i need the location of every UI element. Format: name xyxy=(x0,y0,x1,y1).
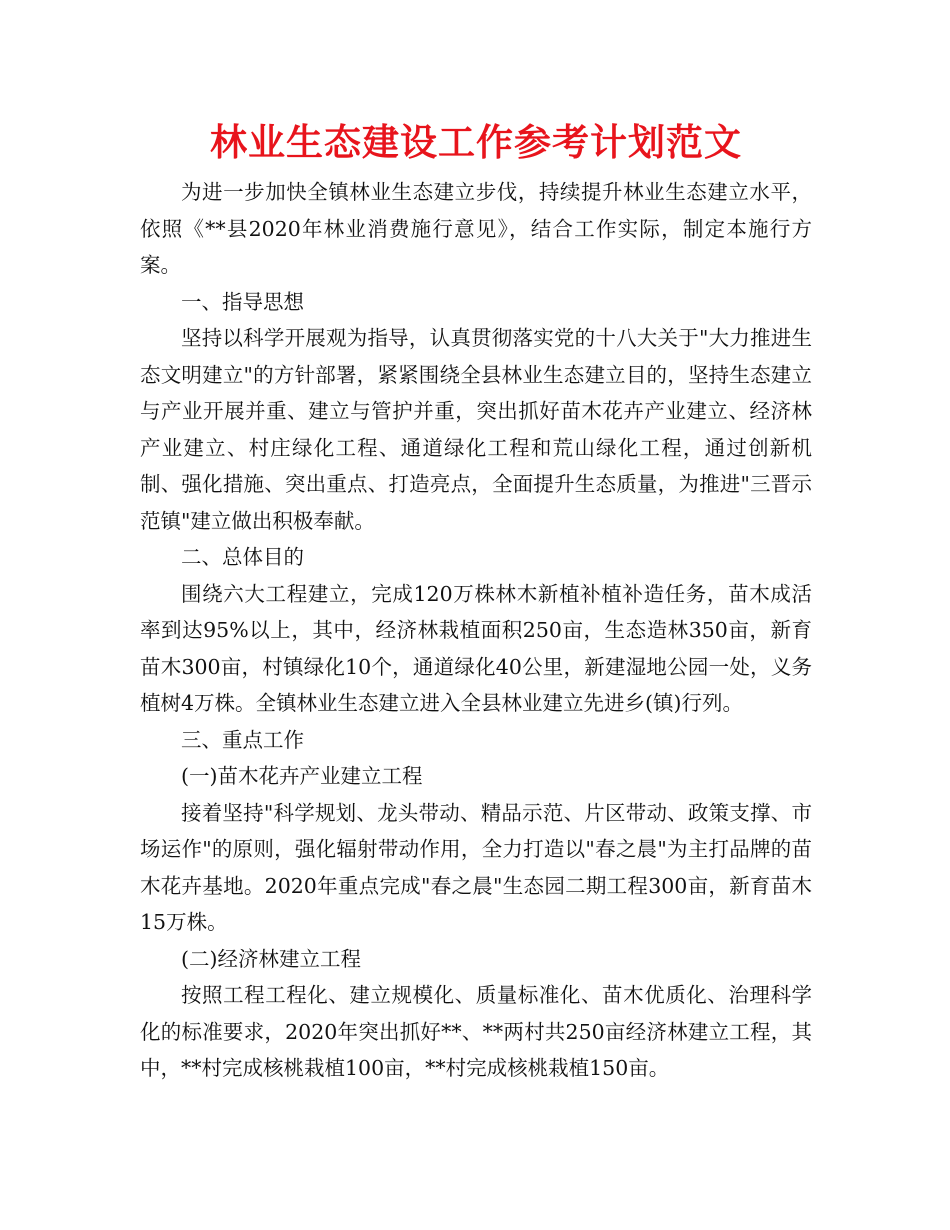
subsection-heading-nursery: (一)苗木花卉产业建立工程 xyxy=(181,764,423,788)
section-heading-key-work: 三、重点工作 xyxy=(181,727,304,752)
document-page xyxy=(140,118,812,1087)
guiding-thought-paragraph: 坚持以科学开展观为指导，认真贯彻落实党的十八大关于"大力推进生态文明建立"的方针部署，紧紧围绕全县林业生态建立目的，坚持生态建立与产业开展并重、建立与管护并重，突出抓好苗木花卉产业建立、经济林产业建立、村庄绿化工程、通道绿化工程和荒山绿化工程，通过创新机制、强化措施、突出重点、打造亮点，全面提升生态质量，为推进"三晋示范镇"建立做出积极奉献。 xyxy=(140,326,812,533)
document-title: 林业生态建设工作参考计划范文 xyxy=(210,121,742,164)
section-heading-overall-goal: 二、总体目的 xyxy=(181,545,304,569)
overall-goal-paragraph: 围绕六大工程建立，完成120万株林木新植补植补造任务，苗木成活率到达95%以上，其中，经济林栽植面积250亩，生态造林350亩，新育苗木300亩，村镇绿化10个，通道绿化40公里，新建湿地公园一处，义务植树4万株。全镇林业生态建立进入全县林业建立先进乡(镇)行列。 xyxy=(140,581,812,715)
economic-forest-paragraph: 按照工程工程化、建立规模化、质量标准化、苗木优质化、治理科学化的标准要求，2020年突出抓好**、**两村共250亩经济林建立工程，其中，**村完成核桃栽植100亩，**村完成核桃栽植150亩。 xyxy=(140,983,812,1080)
nursery-paragraph: 接着坚持"科学规划、龙头带动、精品示范、片区带动、政策支撑、市场运作"的原则，强化辐射带动作用，全力打造以"春之晨"为主打品牌的苗木花卉基地。2020年重点完成"春之晨"生态园二期工程300亩，新育苗木15万株。 xyxy=(140,800,812,934)
subsection-heading-economic-forest: (二)经济林建立工程 xyxy=(181,946,361,971)
intro-paragraph: 为进一步加快全镇林业生态建立步伐，持续提升林业生态建立水平，依照《**县2020年林业消费施行意见》，结合工作实际，制定本施行方案。 xyxy=(140,180,812,277)
section-heading-guiding-thought: 一、指导思想 xyxy=(181,289,304,314)
